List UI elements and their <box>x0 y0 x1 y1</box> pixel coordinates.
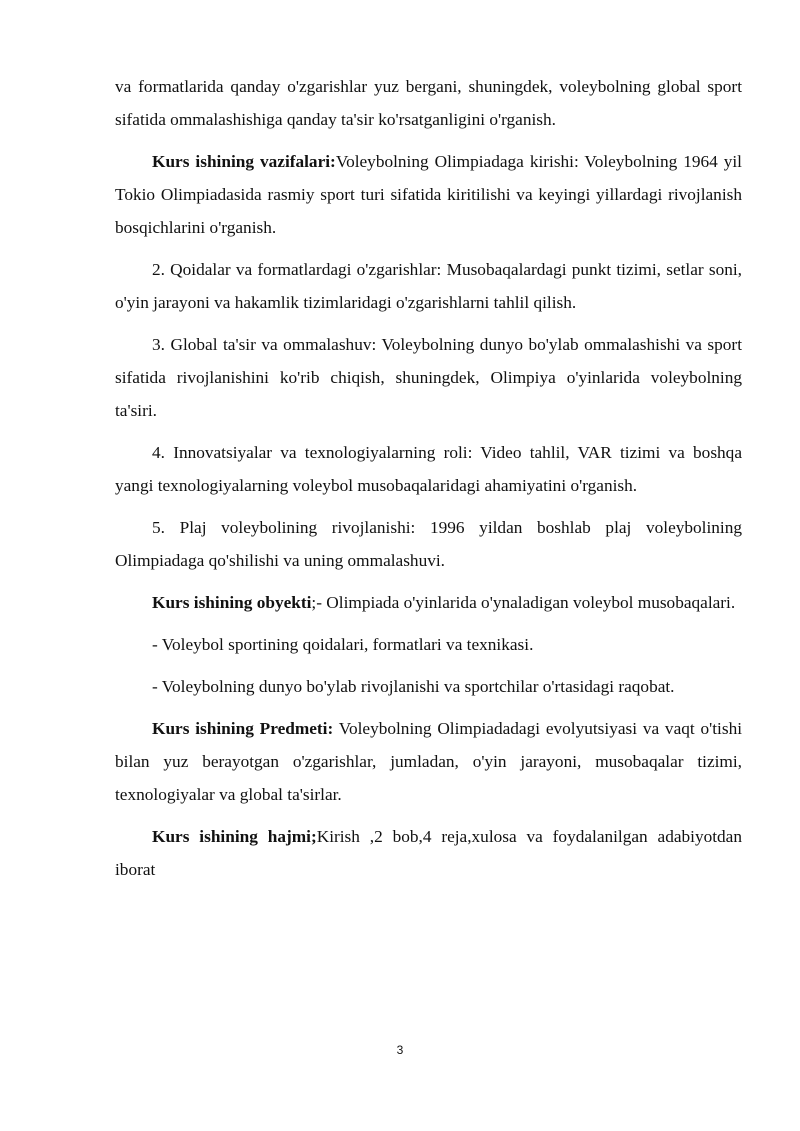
page-body <box>115 70 742 895</box>
tasks-heading: Kurs ishining vazifalari: <box>152 152 336 171</box>
paragraph-volume <box>115 820 742 886</box>
object-heading: Kurs ishining obyekti <box>152 593 312 612</box>
paragraph-task-2: 2. Qoidalar va formatlardagi o'zgarishlar: Musobaqalardagi punkt tizimi, setlar soni, o'yin jarayoni va hakamlik tizimlaridagi o'zgarishlarni tahlil qilish. <box>115 260 742 312</box>
tasks-text: Voleybolning Olimpiadaga kirishi: Voleybolning 1964 yil Tokio Olimpiadasida rasmiy sport turi sifatida kiritilishi va keyingi yillardagi rivojlanish bosqichlarini o'rganish. <box>115 152 742 237</box>
volume-text: Kirish ,2 bob,4 reja,xulosa va foydalanilgan adabiyotdan iborat <box>115 827 742 879</box>
paragraph-task-5: 5. Plaj voleybolining rivojlanishi: 1996 yildan boshlab plaj voleybolining Olimpiadaga qo'shilishi va uning ommalashuvi. <box>115 518 742 570</box>
paragraph-task-4: 4. Innovatsiyalar va texnologiyalarning roli: Video tahlil, VAR tizimi va boshqa yangi texnologiyalarning voleybol musobaqalaridagi ahamiyatini o'rganish. <box>115 443 742 495</box>
subject-text: Voleybolning Olimpiadadagi evolyutsiyasi va vaqt o'tishi bilan yuz berayotgan o'zgarishlar, jumladan, o'yin jarayoni, musobaqalar tizimi, texnologiyalar va global ta'sirlar. <box>115 719 743 804</box>
object-text: ;- Olimpiada o'yinlarida o'ynaladigan voleybol musobaqalari. <box>311 593 736 612</box>
paragraph-tasks <box>115 145 742 244</box>
paragraph-subject <box>115 712 742 811</box>
paragraph-object <box>115 586 742 619</box>
subject-heading: Kurs ishining Predmeti: <box>152 719 334 738</box>
page-number: 3 <box>396 1043 404 1057</box>
paragraph-task-3: 3. Global ta'sir va ommalashuv: Voleybolning dunyo bo'ylab ommalashishi va sport sifatida rivojlanishini ko'rib chiqish, shuningdek, Olimpiya o'yinlarida voleybolning ta'siri. <box>115 335 742 420</box>
paragraph-object-item-2: - Voleybolning dunyo bo'ylab rivojlanishi va sportchilar o'rtasidagi raqobat. <box>152 677 675 696</box>
volume-heading: Kurs ishining hajmi; <box>152 827 317 846</box>
paragraph-intro-continued: va formatlarida qanday o'zgarishlar yuz bergani, shuningdek, voleybolning global sport sifatida ommalashishiga qanday ta'sir ko'rsatganligini o'rganish. <box>115 77 742 129</box>
paragraph-object-item-1: - Voleybol sportining qoidalari, formatlari va texnikasi. <box>152 635 534 654</box>
